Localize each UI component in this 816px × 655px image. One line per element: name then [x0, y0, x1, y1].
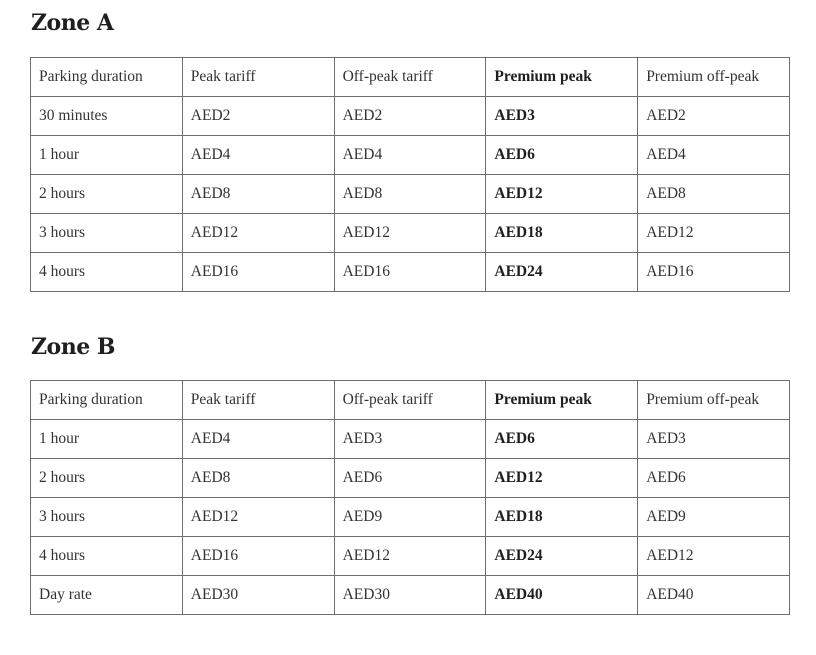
cell-premium-off-peak: AED12	[638, 214, 790, 253]
cell-duration: Day rate	[31, 576, 183, 615]
table-row	[31, 498, 790, 537]
table-row	[31, 576, 790, 615]
cell-peak: AED12	[182, 214, 334, 253]
cell-premium-peak: AED18	[486, 214, 638, 253]
cell-duration: 4 hours	[31, 253, 183, 292]
cell-premium-peak: AED40	[486, 576, 638, 615]
header-off-peak-tariff: Off-peak tariff	[334, 58, 486, 97]
cell-off-peak: AED2	[334, 97, 486, 136]
cell-premium-peak: AED6	[486, 136, 638, 175]
header-off-peak-tariff: Off-peak tariff	[334, 381, 486, 420]
cell-premium-off-peak: AED12	[638, 537, 790, 576]
cell-premium-peak: AED6	[486, 420, 638, 459]
cell-premium-peak: AED18	[486, 498, 638, 537]
zone-b-tariff-table	[30, 380, 790, 615]
table-row	[31, 97, 790, 136]
cell-duration: 1 hour	[31, 136, 183, 175]
cell-duration: 3 hours	[31, 214, 183, 253]
zone-a-title: Zone A	[31, 10, 114, 36]
table-row	[31, 253, 790, 292]
header-premium-off-peak: Premium off-peak	[638, 381, 790, 420]
header-parking-duration: Parking duration	[31, 381, 183, 420]
cell-peak: AED12	[182, 498, 334, 537]
cell-premium-off-peak: AED4	[638, 136, 790, 175]
cell-off-peak: AED9	[334, 498, 486, 537]
header-parking-duration: Parking duration	[31, 58, 183, 97]
table-header-row	[31, 58, 790, 97]
cell-off-peak: AED4	[334, 136, 486, 175]
cell-premium-off-peak: AED9	[638, 498, 790, 537]
cell-premium-peak: AED12	[486, 175, 638, 214]
cell-premium-peak: AED12	[486, 459, 638, 498]
table-row	[31, 214, 790, 253]
cell-premium-off-peak: AED2	[638, 97, 790, 136]
cell-peak: AED8	[182, 459, 334, 498]
cell-premium-off-peak: AED3	[638, 420, 790, 459]
table-row	[31, 537, 790, 576]
cell-premium-peak: AED24	[486, 537, 638, 576]
table-row	[31, 175, 790, 214]
cell-duration: 3 hours	[31, 498, 183, 537]
cell-peak: AED16	[182, 253, 334, 292]
table-header-row	[31, 381, 790, 420]
cell-off-peak: AED30	[334, 576, 486, 615]
cell-peak: AED30	[182, 576, 334, 615]
cell-premium-off-peak: AED16	[638, 253, 790, 292]
cell-premium-peak: AED24	[486, 253, 638, 292]
cell-peak: AED8	[182, 175, 334, 214]
table-row	[31, 136, 790, 175]
cell-off-peak: AED3	[334, 420, 486, 459]
cell-premium-off-peak: AED8	[638, 175, 790, 214]
cell-duration: 30 minutes	[31, 97, 183, 136]
cell-duration: 1 hour	[31, 420, 183, 459]
header-peak-tariff: Peak tariff	[182, 381, 334, 420]
header-premium-peak: Premium peak	[486, 58, 638, 97]
cell-peak: AED4	[182, 136, 334, 175]
cell-premium-peak: AED3	[486, 97, 638, 136]
cell-duration: 2 hours	[31, 175, 183, 214]
cell-premium-off-peak: AED40	[638, 576, 790, 615]
cell-duration: 2 hours	[31, 459, 183, 498]
cell-off-peak: AED12	[334, 214, 486, 253]
table-row	[31, 459, 790, 498]
cell-off-peak: AED16	[334, 253, 486, 292]
cell-off-peak: AED8	[334, 175, 486, 214]
zone-a-tariff-table	[30, 57, 790, 292]
cell-peak: AED16	[182, 537, 334, 576]
header-premium-off-peak: Premium off-peak	[638, 58, 790, 97]
cell-peak: AED2	[182, 97, 334, 136]
cell-off-peak: AED6	[334, 459, 486, 498]
cell-duration: 4 hours	[31, 537, 183, 576]
zone-b-title: Zone B	[31, 334, 115, 360]
cell-premium-off-peak: AED6	[638, 459, 790, 498]
cell-peak: AED4	[182, 420, 334, 459]
cell-off-peak: AED12	[334, 537, 486, 576]
table-row	[31, 420, 790, 459]
header-premium-peak: Premium peak	[486, 381, 638, 420]
header-peak-tariff: Peak tariff	[182, 58, 334, 97]
